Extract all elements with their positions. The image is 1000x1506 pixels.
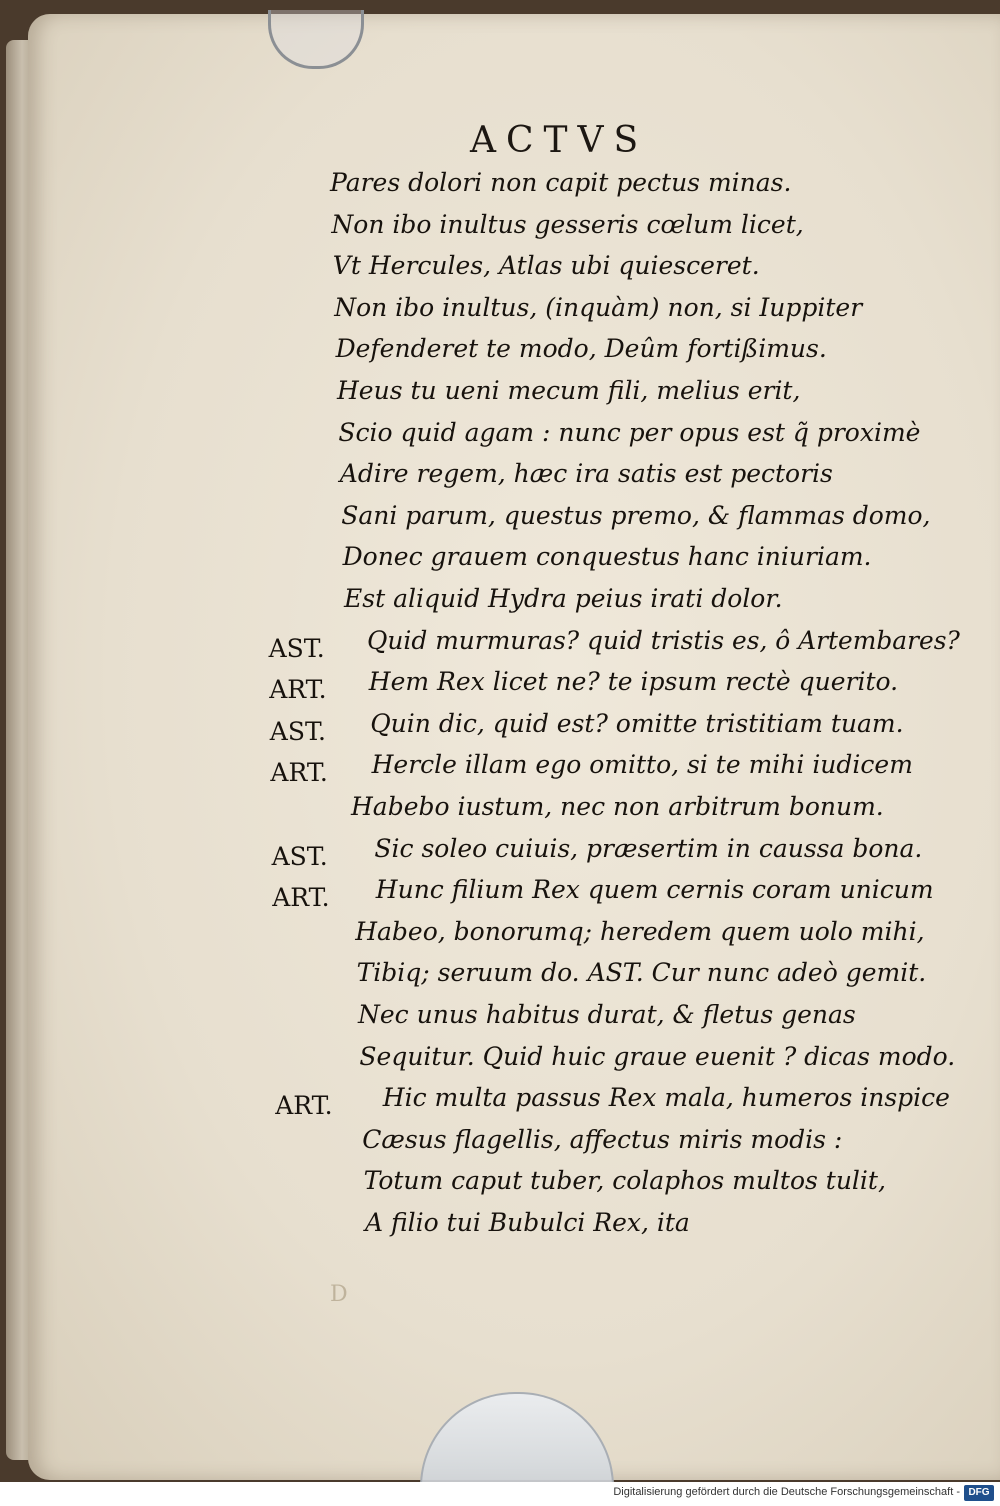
- speaker-label: ART.: [272, 883, 330, 913]
- verse-line: Quin dic, quid est? omitte tristitiam tuam.: [370, 708, 904, 738]
- verse-line: Sic soleo cuiuis, præsertim in caussa bona.: [374, 833, 923, 863]
- verse-line: Hem Rex licet ne? te ipsum rectè querito.: [368, 667, 899, 697]
- verse-line: Hercle illam ego omitto, si te mihi iudicem: [371, 750, 913, 780]
- verse-line: Habebo iustum, nec non arbitrum bonum.: [351, 792, 884, 821]
- verse-line: Defenderet te modo, Deûm fortißimus.: [335, 334, 827, 364]
- speaker-label: ART.: [269, 675, 327, 705]
- verse-line: Adire regem, hæc ira satis est pectoris: [339, 459, 833, 489]
- verse-line: Sani parum, questus premo, & flammas domo,: [341, 500, 931, 530]
- speaker-label: AST.: [269, 716, 326, 746]
- verse-line: Donec grauem conquestus hanc iniuriam.: [342, 542, 872, 572]
- footer-credit: Digitalisierung gefördert durch die Deutsche Forschungsgemeinschaft -: [613, 1486, 960, 1498]
- verse-line: Quid murmuras? quid tristis es, ô Artembares?: [367, 625, 961, 655]
- verse-line: Heus tu ueni mecum fili, melius erit,: [337, 376, 801, 405]
- verse-line: Non ibo inultus gesseris cœlum licet,: [331, 209, 804, 239]
- verse-line: Totum caput tuber, colaphos multos tulit,: [363, 1166, 886, 1196]
- verse-line: Sequitur. Quid huic graue euenit ? dicas modo.: [359, 1041, 956, 1071]
- verse-line: Scio quid agam : nunc per opus est q̃ proximè: [338, 417, 921, 447]
- verse-line: Cæsus flagellis, affectus miris modis :: [362, 1124, 843, 1154]
- speaker-label: ART.: [270, 758, 328, 788]
- dfg-logo: DFG: [964, 1485, 994, 1501]
- verse-line: Pares dolori non capit pectus minas.: [330, 168, 792, 197]
- verse-line: Vt Hercules, Atlas ubi quiesceret.: [332, 251, 760, 281]
- verse-line: Hic multa passus Rex mala, humeros inspice: [382, 1083, 950, 1113]
- verse-line: Habeo, bonorumq; heredem quem uolo mihi,: [355, 916, 925, 946]
- verse-line: Est aliquid Hydra peius irati dolor.: [344, 584, 783, 613]
- verse-line: Tibiq; seruum do. AST. Cur nunc adeò gemit.: [356, 958, 927, 988]
- speaker-label: AST.: [268, 633, 325, 663]
- verse-line: Hunc filium Rex quem cernis coram unicum: [375, 875, 934, 905]
- running-header: ACTVS: [470, 120, 649, 161]
- speaker-label: AST.: [271, 841, 328, 871]
- speaker-label: ART.: [275, 1091, 333, 1121]
- verse-line: Nec unus habitus durat, & fletus genas: [358, 1000, 856, 1029]
- verse-line: Non ibo inultus, (inquàm) non, si Iuppiter: [334, 292, 863, 322]
- digitization-footer: [0, 1482, 1000, 1506]
- signature-mark: D: [330, 1282, 348, 1307]
- verse-line: A filio tui Bubulci Rex, ita: [365, 1208, 690, 1237]
